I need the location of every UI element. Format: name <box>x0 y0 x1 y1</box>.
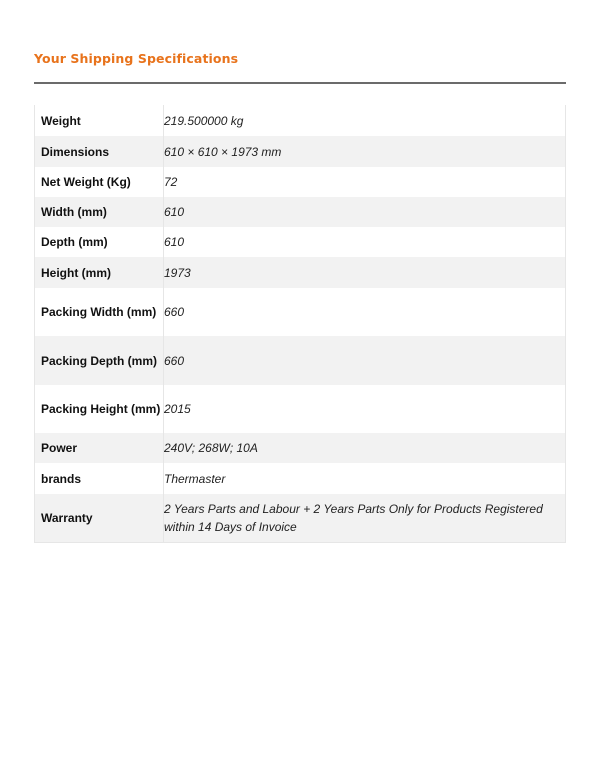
spec-label: Packing Depth (mm) <box>35 336 164 385</box>
table-row <box>35 167 566 197</box>
table-row <box>35 288 566 336</box>
section-heading: Your Shipping Specifications <box>34 51 239 66</box>
spec-label: Width (mm) <box>35 197 164 227</box>
spec-value: 1973 <box>164 257 566 288</box>
spec-value: 219.500000 kg <box>164 105 566 136</box>
spec-value: 660 <box>164 288 566 336</box>
spec-value: 660 <box>164 336 566 385</box>
spec-value: 240V; 268W; 10A <box>164 433 566 463</box>
spec-label: Warranty <box>35 494 164 542</box>
table-row <box>35 227 566 257</box>
spec-label: Weight <box>35 105 164 136</box>
table-row <box>35 463 566 494</box>
table-row <box>35 257 566 288</box>
spec-label: Packing Height (mm) <box>35 385 164 433</box>
spec-value: 610 <box>164 197 566 227</box>
spec-label: Net Weight (Kg) <box>35 167 164 197</box>
heading-divider <box>34 82 566 84</box>
spec-label: brands <box>35 463 164 494</box>
spec-value: 610 × 610 × 1973 mm <box>164 136 566 167</box>
spec-value: Thermaster <box>164 463 566 494</box>
specifications-table <box>34 105 566 543</box>
table-row <box>35 136 566 167</box>
spec-value: 2 Years Parts and Labour + 2 Years Parts Only for Products Registered within 14 Days of Invoice <box>164 494 566 542</box>
spec-label: Height (mm) <box>35 257 164 288</box>
spec-value: 2015 <box>164 385 566 433</box>
spec-label: Power <box>35 433 164 463</box>
spec-label: Dimensions <box>35 136 164 167</box>
table-row <box>35 433 566 463</box>
table-row <box>35 385 566 433</box>
spec-label: Depth (mm) <box>35 227 164 257</box>
table-row <box>35 197 566 227</box>
spec-label: Packing Width (mm) <box>35 288 164 336</box>
table-row <box>35 336 566 385</box>
spec-value: 72 <box>164 167 566 197</box>
table-row <box>35 494 566 542</box>
spec-value: 610 <box>164 227 566 257</box>
table-row <box>35 105 566 136</box>
